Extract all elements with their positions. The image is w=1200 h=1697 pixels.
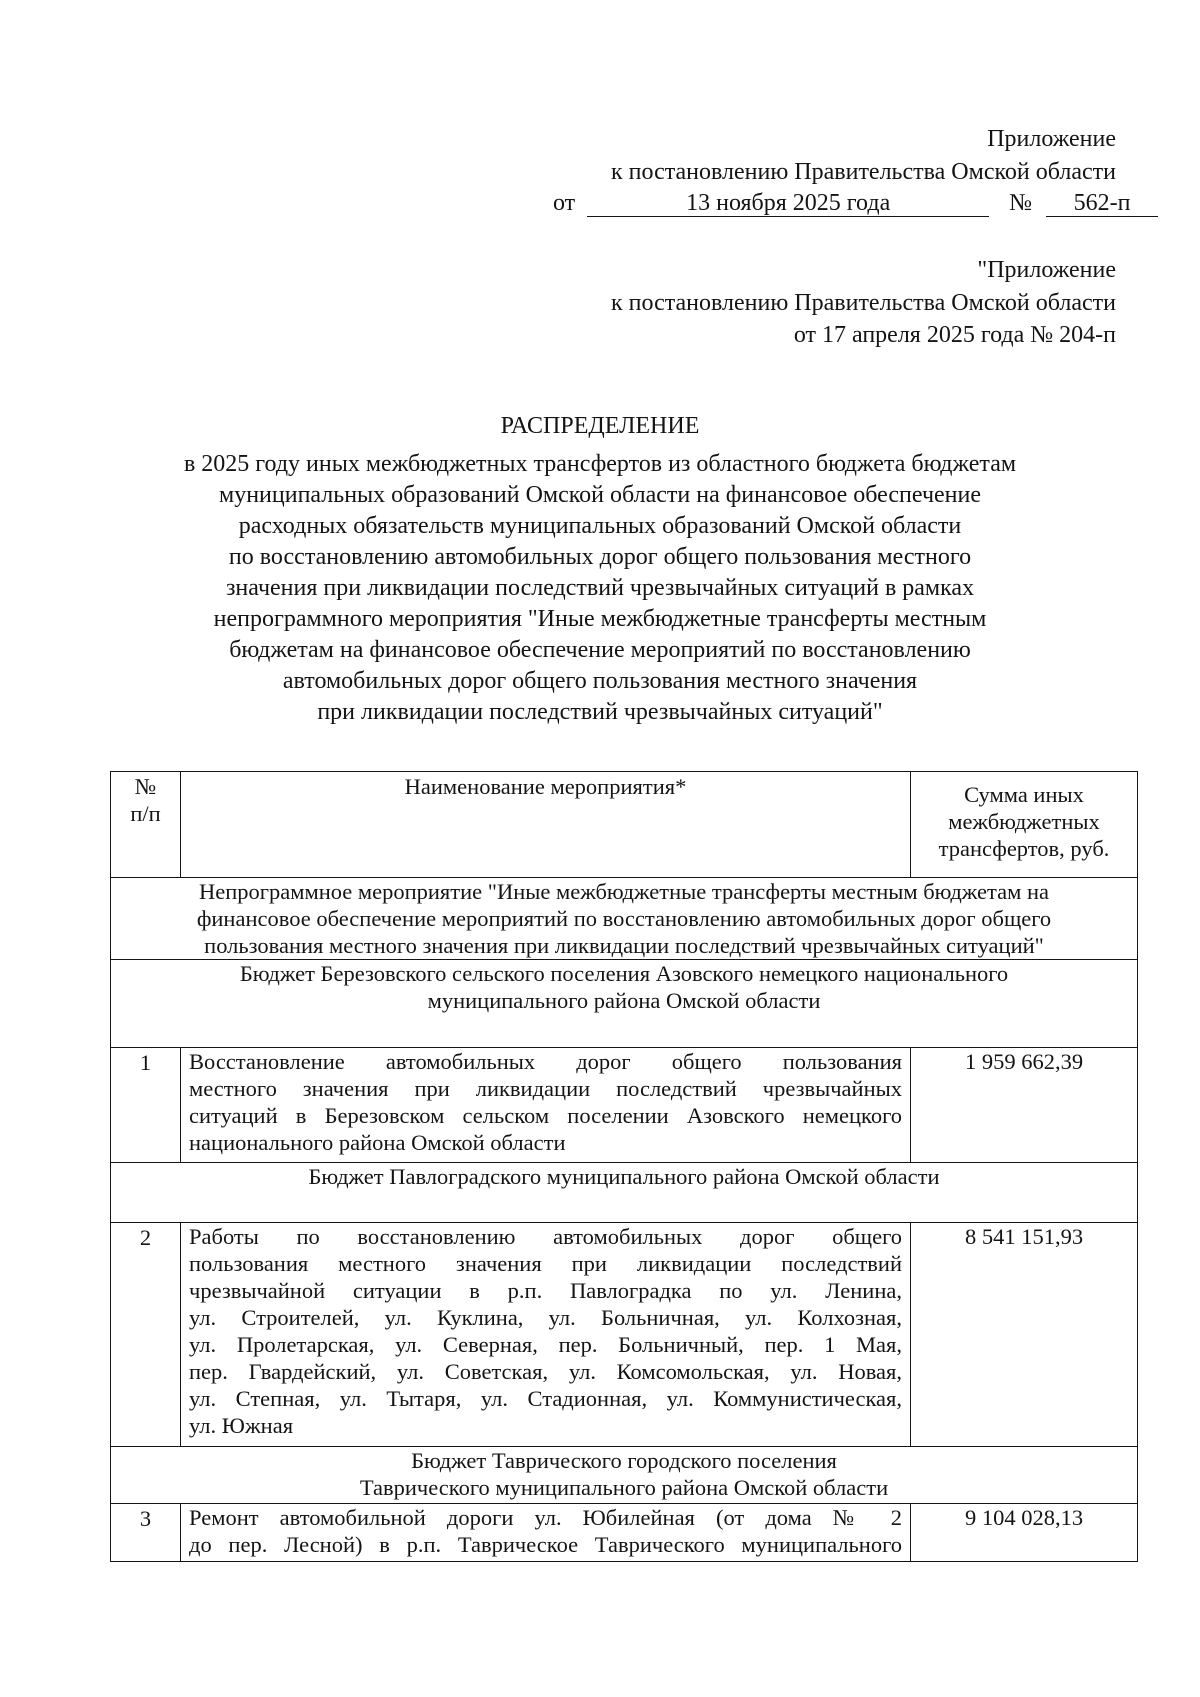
row-number: 1 — [111, 1048, 181, 1163]
program-row — [111, 878, 1138, 960]
prior-resolution-reference: к постановлению Правительства Омской области — [610, 290, 1116, 316]
description-line: ул. Пролетарская, ул. Северная, пер. Больничный, пер. 1 Мая, — [189, 1332, 902, 1357]
table-row — [111, 1504, 1138, 1562]
prior-appendix-label: "Приложение — [977, 257, 1116, 283]
resolution-date-line — [553, 188, 1158, 218]
row-description — [181, 1048, 911, 1163]
description-line: пользования местного значения при ликвидации последствий — [189, 1251, 902, 1276]
subtitle-line: автомобильных дорог общего пользования местного значения — [282, 668, 918, 694]
description-line: чрезвычайной ситуации в р.п. Павлоградка по ул. Ленина, — [189, 1278, 902, 1303]
program-line: пользования местного значения при ликвидации последствий чрезвычайных ситуаций" — [204, 933, 1044, 958]
description-line: ул. Южная — [189, 1413, 294, 1438]
distribution-table — [110, 771, 1138, 1562]
row-amount: 1 959 662,39 — [911, 1048, 1138, 1163]
description-line: национального района Омской области — [189, 1130, 566, 1155]
budget-section-cell — [111, 960, 1138, 1048]
program-line: Непрограммное мероприятие "Иные межбюджетные трансферты местным бюджетам на — [198, 879, 1049, 904]
description-line: Работы по восстановлению автомобильных дорог общего — [189, 1224, 902, 1249]
description-line: до пер. Лесной) в р.п. Таврическое Таврического муниципального — [189, 1532, 902, 1557]
description-line: ул. Строителей, ул. Куклина, ул. Больничная, ул. Колхозная, — [189, 1305, 902, 1330]
budget-line: Бюджет Березовского сельского поселения Азовского немецкого национального — [239, 961, 1009, 986]
header-sum-cell — [911, 772, 1138, 878]
header-name-label: Наименование мероприятия* — [404, 774, 687, 799]
header-number-abbr: п/п — [130, 801, 161, 826]
header-sum-line: трансфертов, руб. — [938, 836, 1110, 861]
description-line: местного значения при ликвидации последствий чрезвычайных — [189, 1076, 902, 1101]
description-line: Восстановление автомобильных дорог общего пользования — [189, 1049, 902, 1074]
description-line: ул. Степная, ул. Тытаря, ул. Стадионная, ул. Коммунистическая, — [189, 1386, 902, 1411]
row-amount: 9 104 028,13 — [911, 1504, 1138, 1562]
header-sum-line: Сумма иных — [964, 782, 1084, 807]
subtitle-line: непрограммного мероприятия "Иные межбюджетные трансферты местным — [213, 606, 987, 632]
description-line: Ремонт автомобильной дороги ул. Юбилейная (от дома № 2 — [189, 1505, 902, 1530]
budget-section-cell — [111, 1163, 1138, 1223]
table-header-row — [111, 772, 1138, 878]
resolution-reference: к постановлению Правительства Омской области — [610, 159, 1116, 185]
subtitle-line: при ликвидации последствий чрезвычайных ситуаций" — [317, 699, 883, 725]
description-line: пер. Гвардейский, ул. Советская, ул. Комсомольская, ул. Новая, — [189, 1359, 902, 1384]
budget-line: Таврического муниципального района Омской области — [359, 1475, 889, 1500]
budget-line: Бюджет Таврического городского поселения — [411, 1448, 837, 1473]
budget-section-cell — [111, 1447, 1138, 1504]
row-description — [181, 1504, 911, 1562]
table-row — [111, 1223, 1138, 1447]
resolution-number-field: 562-п — [1046, 190, 1158, 217]
table-row — [111, 1048, 1138, 1163]
budget-line: Бюджет Павлоградского муниципального района Омской области — [308, 1164, 940, 1189]
subtitle-line: значения при ликвидации последствий чрезвычайных ситуаций в рамках — [225, 575, 975, 601]
header-number-symbol: № — [134, 774, 157, 799]
subtitle-line: бюджетам на финансовое обеспечение мероприятий по восстановлению — [229, 637, 971, 663]
subtitle-line: в 2025 году иных межбюджетных трансфертов из областного бюджета бюджетам — [183, 451, 1017, 477]
description-line: ситуаций в Березовском сельском поселении Азовского немецкого — [189, 1103, 902, 1128]
budget-section-row — [111, 1163, 1138, 1223]
from-label: от — [553, 190, 576, 216]
row-description — [181, 1223, 911, 1447]
document-heading: РАСПРЕДЕЛЕНИЕ — [500, 413, 700, 439]
row-number: 3 — [111, 1504, 181, 1562]
header-name-cell — [181, 772, 911, 878]
budget-section-row — [111, 960, 1138, 1048]
resolution-date-field: 13 ноября 2025 года — [587, 190, 989, 217]
row-number: 2 — [111, 1223, 181, 1447]
document-subtitle — [80, 449, 1120, 728]
program-line: финансовое обеспечение мероприятий по восстановлению автомобильных дорог общего — [196, 906, 1052, 931]
header-number-cell — [111, 772, 181, 878]
subtitle-line: по восстановлению автомобильных дорог общего пользования местного — [228, 544, 972, 570]
program-cell — [111, 878, 1138, 960]
prior-resolution-date: от 17 апреля 2025 года № 204-п — [793, 322, 1116, 348]
appendix-label: Приложение — [987, 126, 1116, 152]
row-amount: 8 541 151,93 — [911, 1223, 1138, 1447]
budget-line: муниципального района Омской области — [427, 988, 821, 1013]
subtitle-line: расходных обязательств муниципальных образований Омской области — [238, 513, 962, 539]
number-label: № — [1009, 190, 1033, 216]
header-sum-line: межбюджетных — [948, 809, 1100, 834]
budget-section-row — [111, 1447, 1138, 1504]
subtitle-line: муниципальных образований Омской области на финансовое обеспечение — [219, 482, 981, 508]
